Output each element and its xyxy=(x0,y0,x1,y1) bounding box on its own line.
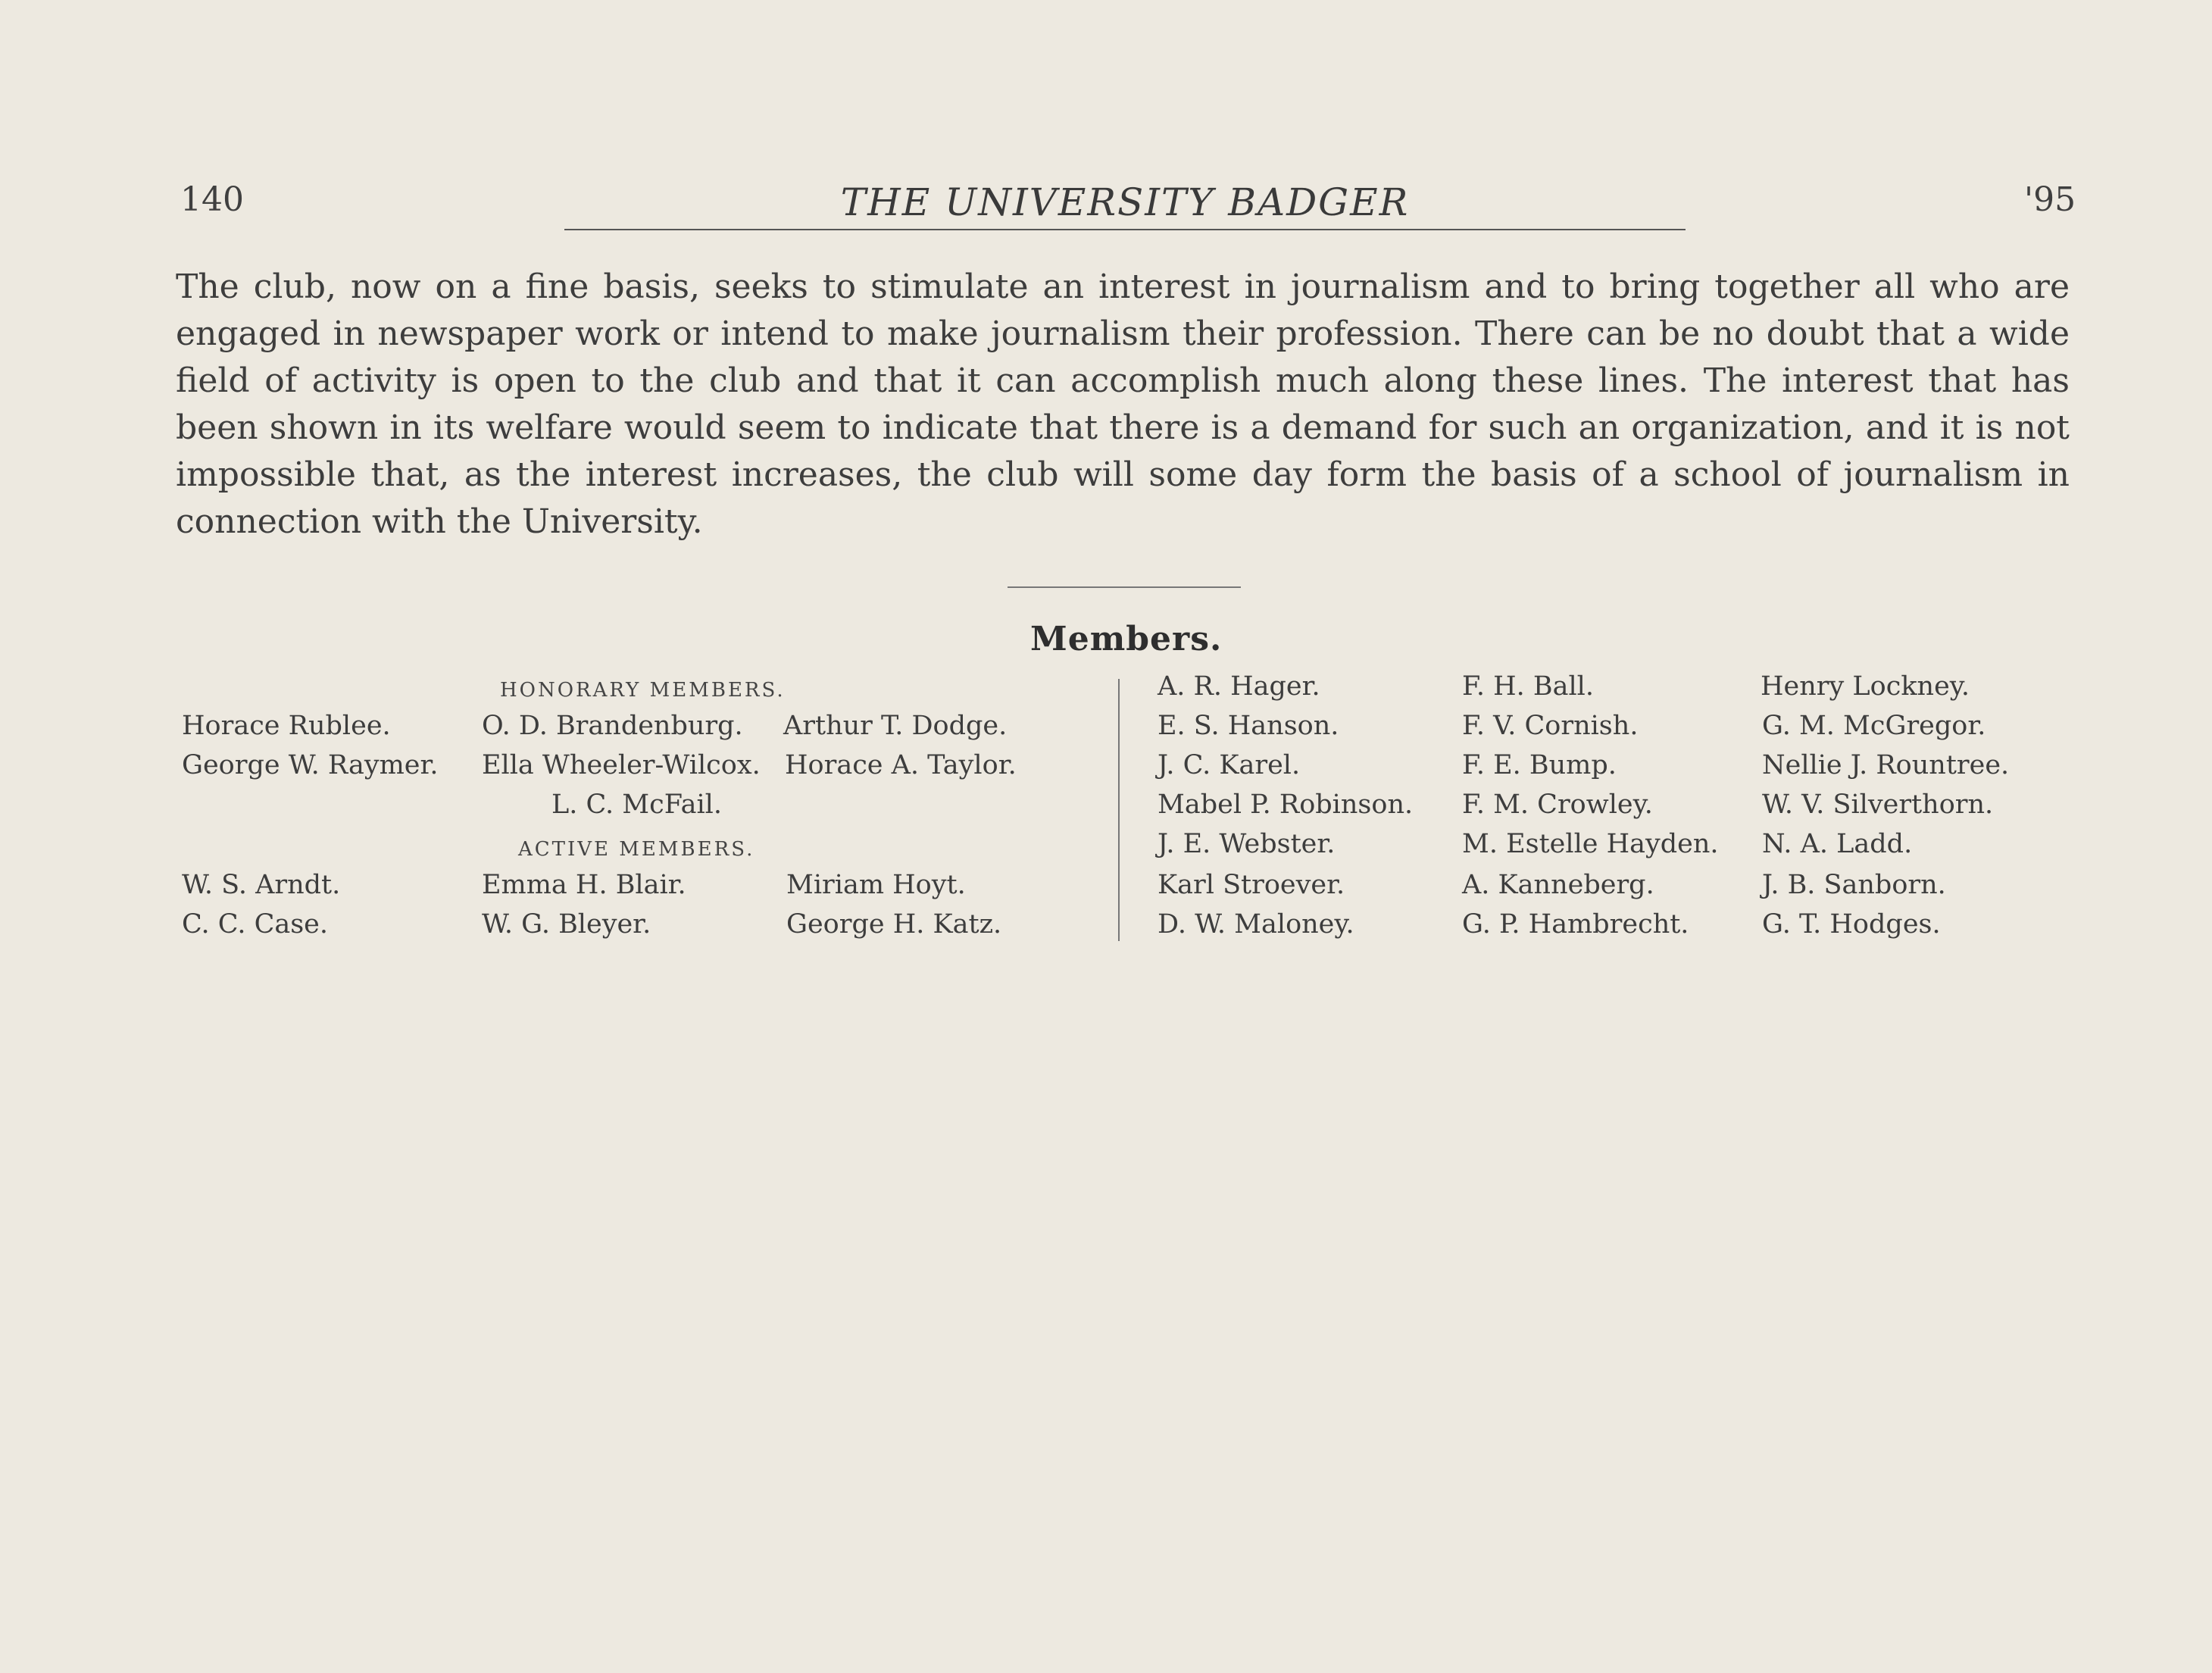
member-name: Miriam Hoyt. xyxy=(786,870,966,900)
member-name: M. Estelle Hayden. xyxy=(1462,829,1719,859)
member-name: Ella Wheeler-Wilcox. xyxy=(482,750,761,780)
member-name: F. M. Crowley. xyxy=(1462,790,1653,820)
member-name: L. C. McFail. xyxy=(551,790,723,820)
member-name: W. S. Arndt. xyxy=(182,870,341,900)
member-name: F. V. Cornish. xyxy=(1462,711,1639,741)
year-mark: '95 xyxy=(2024,180,2076,219)
member-name: W. G. Bleyer. xyxy=(482,909,651,940)
member-name: C. C. Case. xyxy=(182,909,329,940)
member-name: J. C. Karel. xyxy=(1158,750,1301,780)
members-heading: Members. xyxy=(1030,620,1223,658)
column-divider xyxy=(1118,679,1120,941)
member-name: W. V. Silverthorn. xyxy=(1762,790,1994,820)
member-name: Mabel P. Robinson. xyxy=(1158,790,1414,820)
member-name: Arthur T. Dodge. xyxy=(783,711,1008,741)
member-name: Emma H. Blair. xyxy=(482,870,686,900)
member-name: D. W. Maloney. xyxy=(1158,909,1354,940)
member-name: A. Kanneberg. xyxy=(1462,870,1654,900)
body-paragraph: The club, now on a fine basis, seeks to stimulate an interest in journalism and to bring together all who are engaged in newspaper work or intend to make journalism their profession. There can be no doubt that a wide field of activity is open to the club and that it can accomplish much along these lines. The interest that has been shown in its welfare would seem to indicate that there is a demand for such an organization, and it is not impossible that, as the interest increases, the club will some day form the basis of a school of journalism in connection with the University. xyxy=(176,267,2070,541)
member-name: G. P. Hambrecht. xyxy=(1462,909,1689,940)
section-divider xyxy=(1008,586,1241,588)
member-name: F. E. Bump. xyxy=(1462,750,1617,780)
member-name: Henry Lockney. xyxy=(1761,671,1970,702)
member-name: G. M. McGregor. xyxy=(1762,711,1986,741)
member-name: E. S. Hanson. xyxy=(1158,711,1339,741)
member-name: Nellie J. Rountree. xyxy=(1762,750,2010,780)
member-name: George H. Katz. xyxy=(786,909,1002,940)
member-name: George W. Raymer. xyxy=(182,750,439,780)
active-members-label: ACTIVE MEMBERS. xyxy=(518,838,755,861)
header-rule xyxy=(564,229,1686,230)
member-name: G. T. Hodges. xyxy=(1762,909,1941,940)
member-name: F. H. Ball. xyxy=(1462,671,1594,702)
running-title: THE UNIVERSITY BADGER xyxy=(840,180,1410,224)
member-name: Horace Rublee. xyxy=(182,711,391,741)
body-paragraph-block xyxy=(176,264,2070,546)
member-name: Horace A. Taylor. xyxy=(785,750,1017,780)
member-name: O. D. Brandenburg. xyxy=(482,711,743,741)
member-name: J. E. Webster. xyxy=(1158,829,1336,859)
honorary-members-label: HONORARY MEMBERS. xyxy=(500,679,786,702)
member-name: Karl Stroever. xyxy=(1158,870,1345,900)
member-name: J. B. Sanborn. xyxy=(1762,870,1946,900)
page-number: 140 xyxy=(180,180,244,219)
member-name: N. A. Ladd. xyxy=(1762,829,1913,859)
member-name: A. R. Hager. xyxy=(1158,671,1320,702)
